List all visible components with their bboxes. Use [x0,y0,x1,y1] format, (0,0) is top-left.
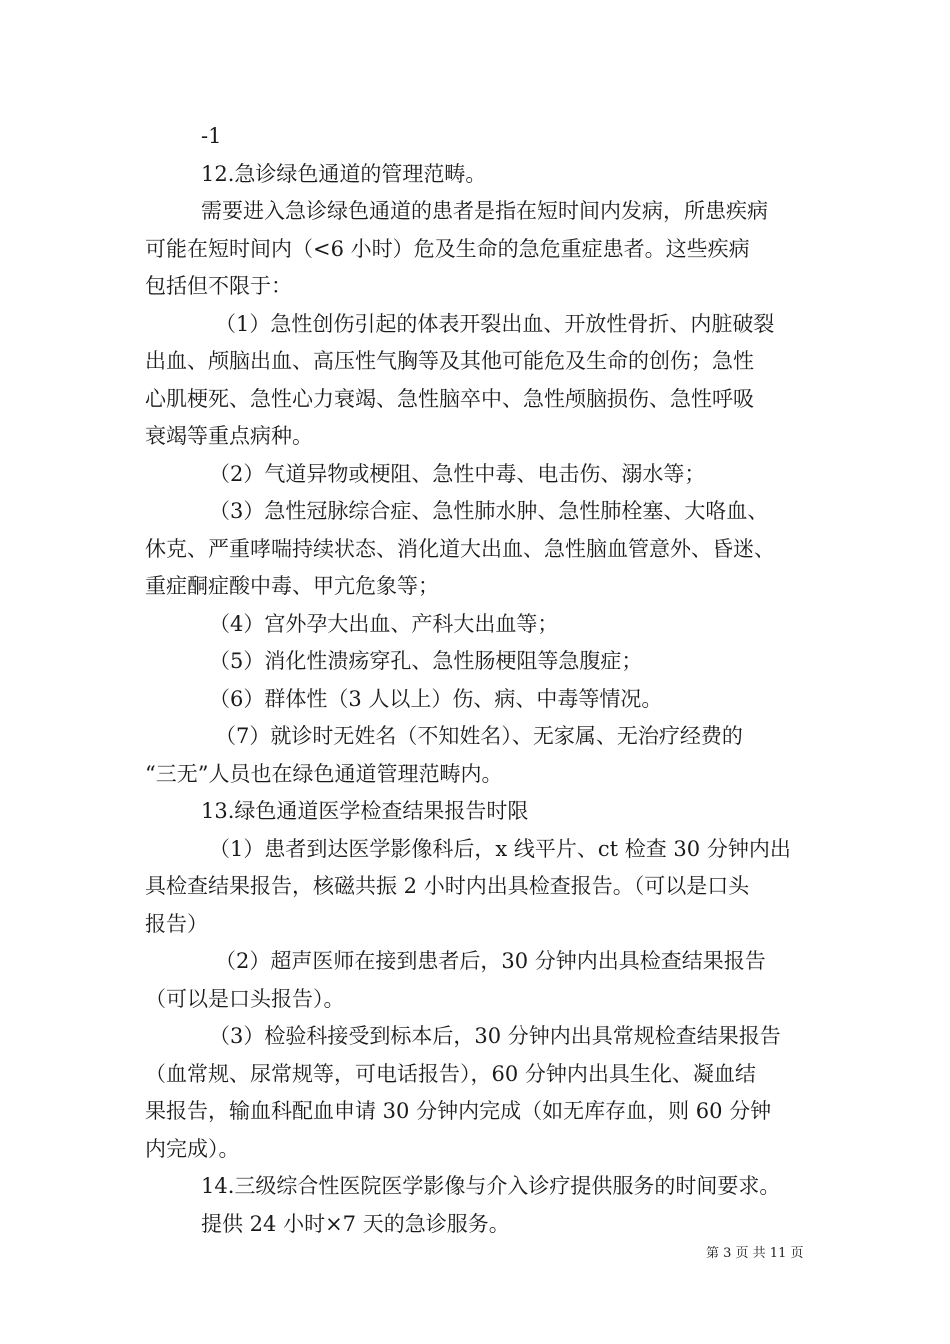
text-line: （血常规、尿常规等，可电话报告），60 分钟内出具生化、凝血结 [145,1061,756,1086]
text-line: 13.绿色通道医学检查结果报告时限 [201,799,529,823]
text-line: -1 [201,124,222,148]
text-line: （2）气道异物或梗阻、急性中毒、电击伤、溺水等； [209,461,706,486]
text-line: （6）群体性（3 人以上）伤、病、中毒等情况。 [209,686,663,711]
text-line: 可能在短时间内（<6 小时）危及生命的急危重症患者。这些疾病 [145,236,750,261]
text-line: 报告） [145,911,208,936]
text-line: “三无”人员也在绿色通道管理范畴内。 [145,761,503,786]
document-body [145,118,810,1243]
text-line: （1）患者到达医学影像科后，x 线平片、ct 检查 30 分钟内出 [209,836,791,861]
text-line: 休克、严重哮喘持续状态、消化道大出血、急性脑血管意外、昏迷、 [145,536,775,561]
text-line: （可以是口头报告）。 [145,986,345,1011]
text-line: （7）就诊时无姓名（不知姓名）、无家属、无治疗经费的 [215,724,743,748]
text-line: （5）消化性溃疡穿孔、急性肠梗阻等急腹症； [209,649,643,673]
text-line: 12.急诊绿色通道的管理范畴。 [201,161,487,186]
text-line: （2）超声医师在接到患者后，30 分钟内出具检查结果报告 [215,949,766,973]
text-line: 出血、颅脑出血、高压性气胸等及其他可能危及生命的创伤；急性 [145,349,754,373]
text-line: （3）检验科接受到标本后，30 分钟内出具常规检查结果报告 [209,1024,781,1048]
text-line: （3）急性冠脉综合症、急性肺水肿、急性肺栓塞、大咯血、 [209,499,769,523]
text-line: 重症酮症酸中毒、甲亢危象等； [145,574,439,598]
text-line: 果报告，输血科配血申请 30 分钟内完成（如无库存血，则 60 分钟 [145,1099,772,1123]
text-line: （1）急性创伤引起的体表开裂出血、开放性骨折、内脏破裂 [215,311,775,336]
page-number: 第 3 页 共 11 页 [706,1246,804,1261]
text-line: 心肌梗死、急性心力衰竭、急性脑卒中、急性颅脑损伤、急性呼吸 [145,386,754,411]
text-line: 具检查结果报告，核磁共振 2 小时内出具检查报告。（可以是口头 [145,874,750,898]
text-line: 包括但不限于： [145,274,292,298]
text-line: 需要进入急诊绿色通道的患者是指在短时间内发病，所患疾病 [201,199,768,223]
text-line: 衰竭等重点病种。 [145,424,313,448]
text-line: （4）宫外孕大出血、产科大出血等； [209,611,559,636]
text-line: 14.三级综合性医院医学影像与介入诊疗提供服务的时间要求。 [201,1174,781,1198]
text-line: 内完成）。 [145,1136,240,1161]
text-line: 提供 24 小时×7 天的急诊服务。 [201,1211,510,1236]
